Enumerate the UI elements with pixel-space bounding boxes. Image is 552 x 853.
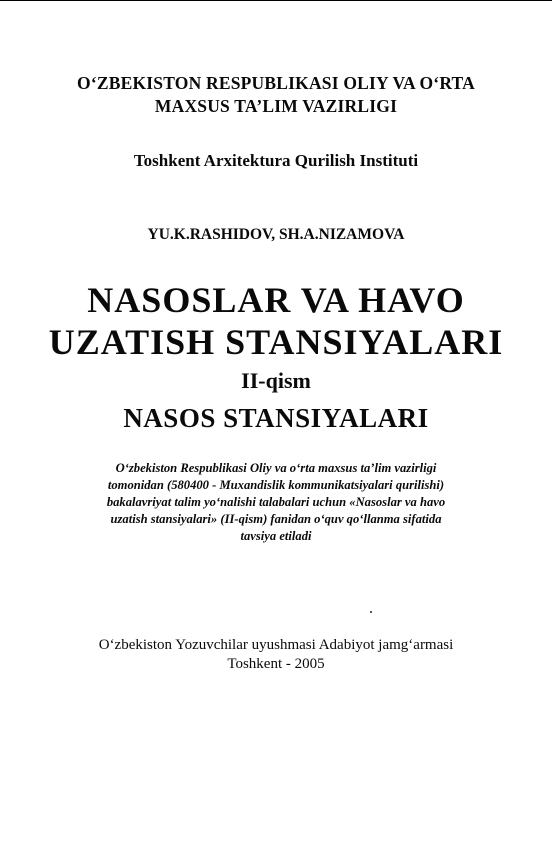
title-line-2: UZATISH STANSIYALARI [48,322,504,362]
approval-text [20,460,532,545]
approval-line-2: tomonidan (580400 - Muxandislik kommunikatsiyalari qurilishi) [107,478,445,492]
part-label: II-qism [241,368,311,393]
institute-name: Toshkent Arxitektura Qurilish Instituti [133,151,419,170]
ministry-heading [0,72,552,118]
approval-line-4: uzatish stansiyalari» (II-qism) fanidan o‘quv qo‘llanma sifatida [110,512,442,526]
top-border-line [0,0,552,1]
publisher-info [0,636,552,674]
ministry-line-1: O‘ZBEKISTON RESPUBLIKASI OLIY VA O‘RTA [77,73,475,93]
ministry-line-2: MAXSUS TA’LIM VAZIRLIGI [154,96,398,116]
publisher-line-2: Toshkent - 2005 [227,656,325,672]
book-title [0,279,552,363]
authors: YU.K.RASHIDOV, SH.A.NIZAMOVA [147,226,405,243]
book-subtitle: NASOS STANSIYALARI [123,403,429,433]
title-line-1: NASOSLAR VA HAVO [87,280,465,320]
stray-dot [370,611,372,613]
approval-line-3: bakalavriyat talim yo‘nalishi talabalari uchun «Nasoslar va havo [106,495,446,509]
publisher-line-1: O‘zbekiston Yozuvchilar uyushmasi Adabiyot jamg‘armasi [98,637,454,653]
approval-line-5: tavsiya etiladi [240,529,312,543]
approval-line-1: O‘zbekiston Respublikasi Oliy va o‘rta maxsus ta’lim vazirligi [115,461,437,475]
